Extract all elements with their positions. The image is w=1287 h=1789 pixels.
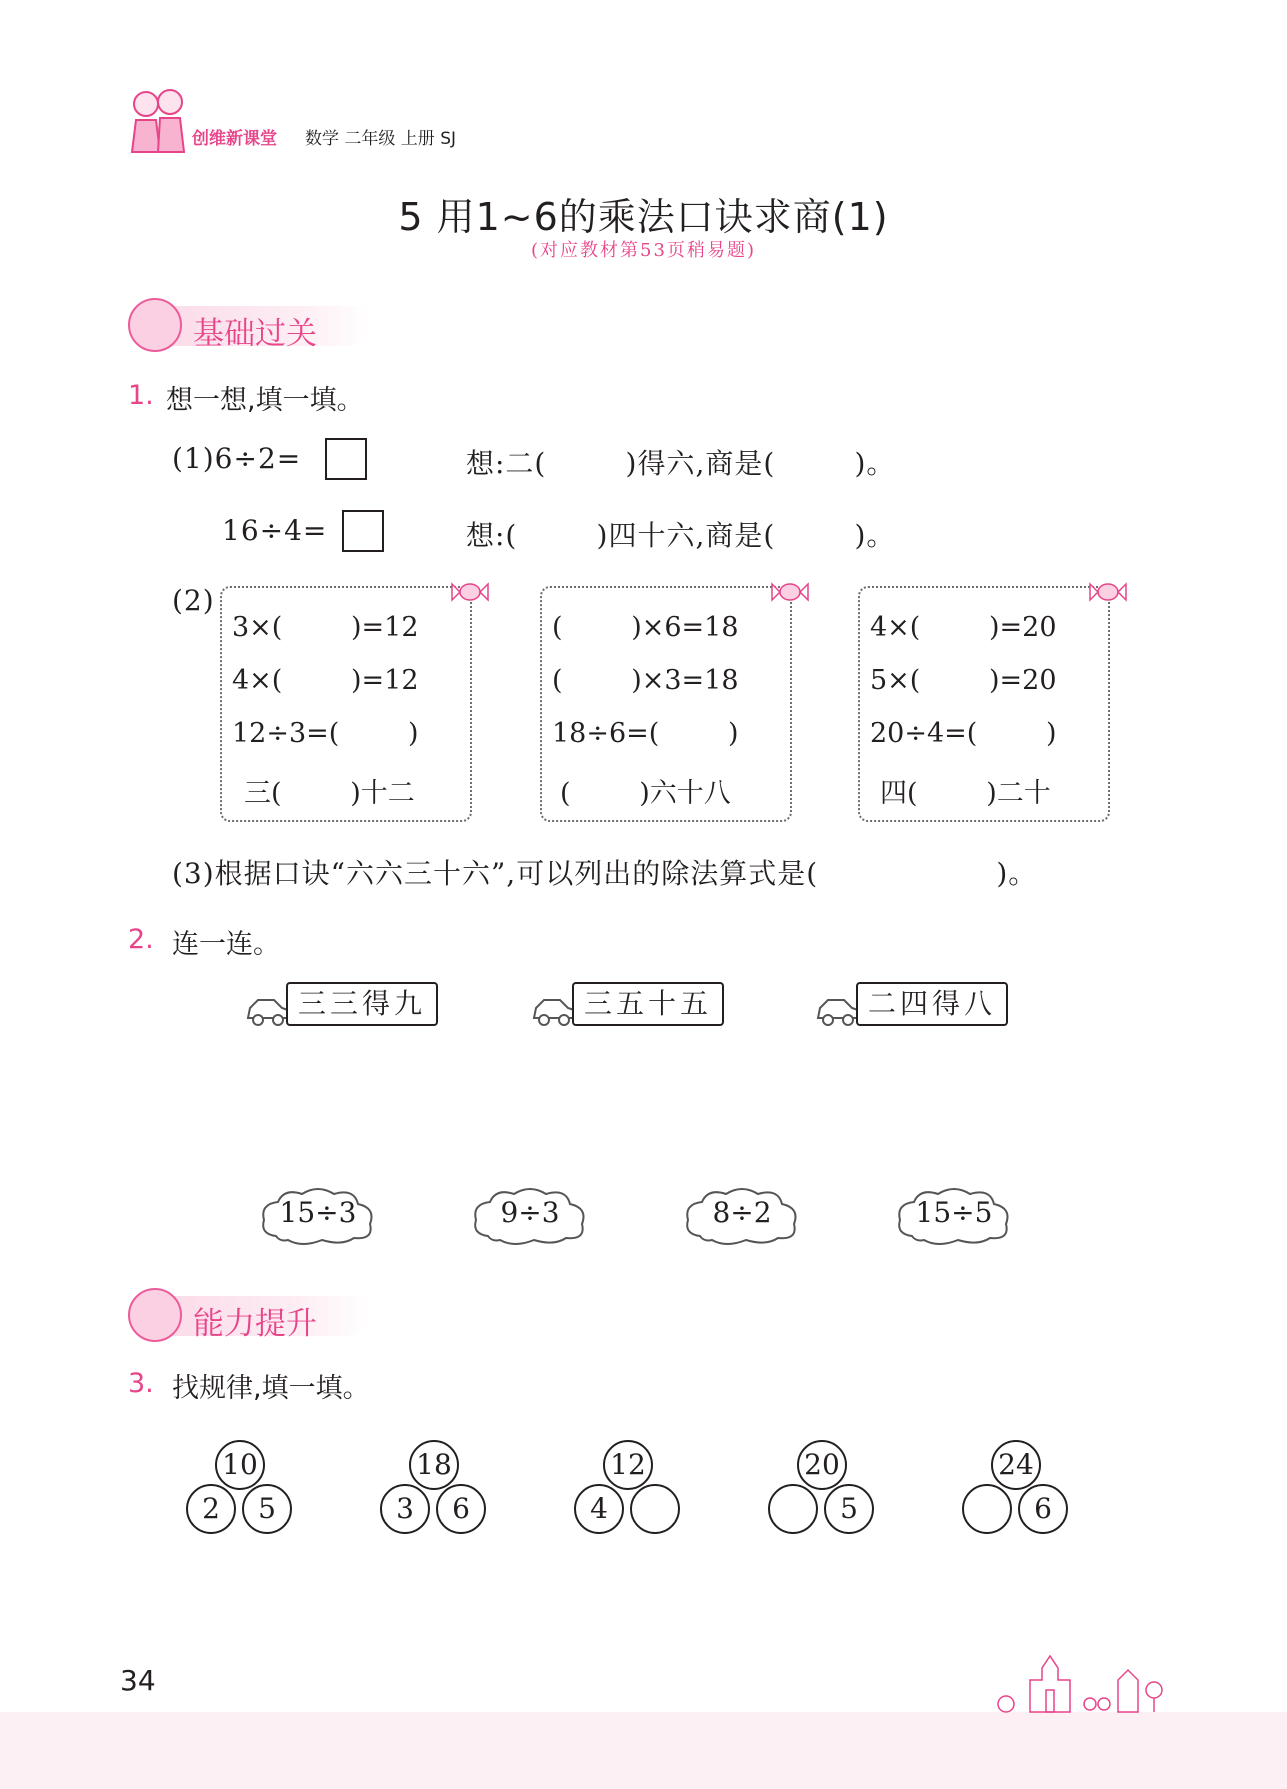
left-number: 3 [396,1492,414,1525]
question-text: 连一连。 [172,929,280,960]
left-circle-blank[interactable] [768,1484,818,1534]
top-number: 10 [222,1448,258,1481]
question-number: 2. [128,924,154,955]
q1-part1-hint: 想:二( )得六,商是( )。 [466,447,896,480]
car-icon [244,994,292,1028]
page-number: 34 [120,1664,156,1697]
boy-face-icon [128,1288,182,1342]
box-line: 3×( )=12 [232,612,419,643]
page-subtitle: (对应教材第53页稍易题) [531,240,756,261]
footer-band [0,1712,1287,1789]
number-pattern-group [186,1440,294,1540]
number-pattern-group [380,1440,488,1540]
number-pattern-group [574,1440,682,1540]
q1-part1-hint: 想:( )四十六,商是( )。 [466,519,896,552]
q1-part1-equation: 16÷4= [222,514,328,547]
number-pattern-group [962,1440,1070,1540]
book-info: 数学 二年级 上册 SJ [305,129,457,149]
answer-box[interactable] [342,510,384,552]
box-line: ( )×3=18 [552,665,739,696]
right-number: 5 [840,1492,858,1525]
q1-part3: (3)根据口诀“六六三十六”,可以列出的除法算式是( )。 [172,857,1038,890]
q1-part2-label: (2) [172,584,215,617]
left-circle-blank[interactable] [962,1484,1012,1534]
box-line: ( )六十八 [560,778,731,809]
box-line: 5×( )=20 [870,665,1057,696]
brand-name: 创维新课堂 [192,129,277,149]
answer-box[interactable] [325,438,367,480]
rhyme-card[interactable]: 三三得九 [286,982,438,1026]
section-title: 能力提升 [193,1306,317,1342]
question-text: 找规律,填一填。 [172,1373,370,1404]
number-pattern-group [768,1440,876,1540]
question-number: 3. [128,1368,154,1399]
candy-icon [450,580,490,604]
box-line: 12÷3=( ) [232,718,419,749]
division-card[interactable]: 15÷3 [279,1196,357,1229]
box-line: 20÷4=( ) [870,718,1057,749]
question-number: 1. [128,380,154,411]
box-line: ( )×6=18 [552,612,739,643]
top-number: 24 [998,1448,1034,1481]
q1-part1-equation: (1)6÷2= [172,442,302,475]
division-card[interactable]: 15÷5 [915,1196,993,1229]
right-number: 6 [1034,1492,1052,1525]
page-title: 5 用1~6的乘法口诀求商(1) [398,195,889,239]
division-card[interactable]: 8÷2 [712,1196,772,1229]
kids-logo-icon [126,86,190,156]
box-line: 4×( )=12 [232,665,419,696]
right-circle-blank[interactable] [630,1484,680,1534]
candy-icon [770,580,810,604]
question-text: 想一想,填一填。 [166,385,364,416]
box-line: 18÷6=( ) [552,718,739,749]
section-title: 基础过关 [193,316,317,352]
right-number: 5 [258,1492,276,1525]
left-number: 2 [202,1492,220,1525]
candy-icon [1088,580,1128,604]
section-banner-advanced [128,1288,378,1344]
rhyme-card[interactable]: 二四得八 [856,982,1008,1026]
top-number: 12 [610,1448,646,1481]
right-number: 6 [452,1492,470,1525]
top-number: 20 [804,1448,840,1481]
girl-face-icon [128,298,182,352]
rhyme-card[interactable]: 三五十五 [572,982,724,1026]
box-line: 三( )十二 [244,778,415,809]
car-icon [814,994,862,1028]
division-card[interactable]: 9÷3 [500,1196,560,1229]
top-number: 18 [416,1448,452,1481]
section-banner-basic [128,298,378,354]
box-line: 四( )二十 [880,778,1051,809]
car-icon [530,994,578,1028]
box-line: 4×( )=20 [870,612,1057,643]
castle-decoration-icon [990,1650,1170,1714]
left-number: 4 [590,1492,608,1525]
